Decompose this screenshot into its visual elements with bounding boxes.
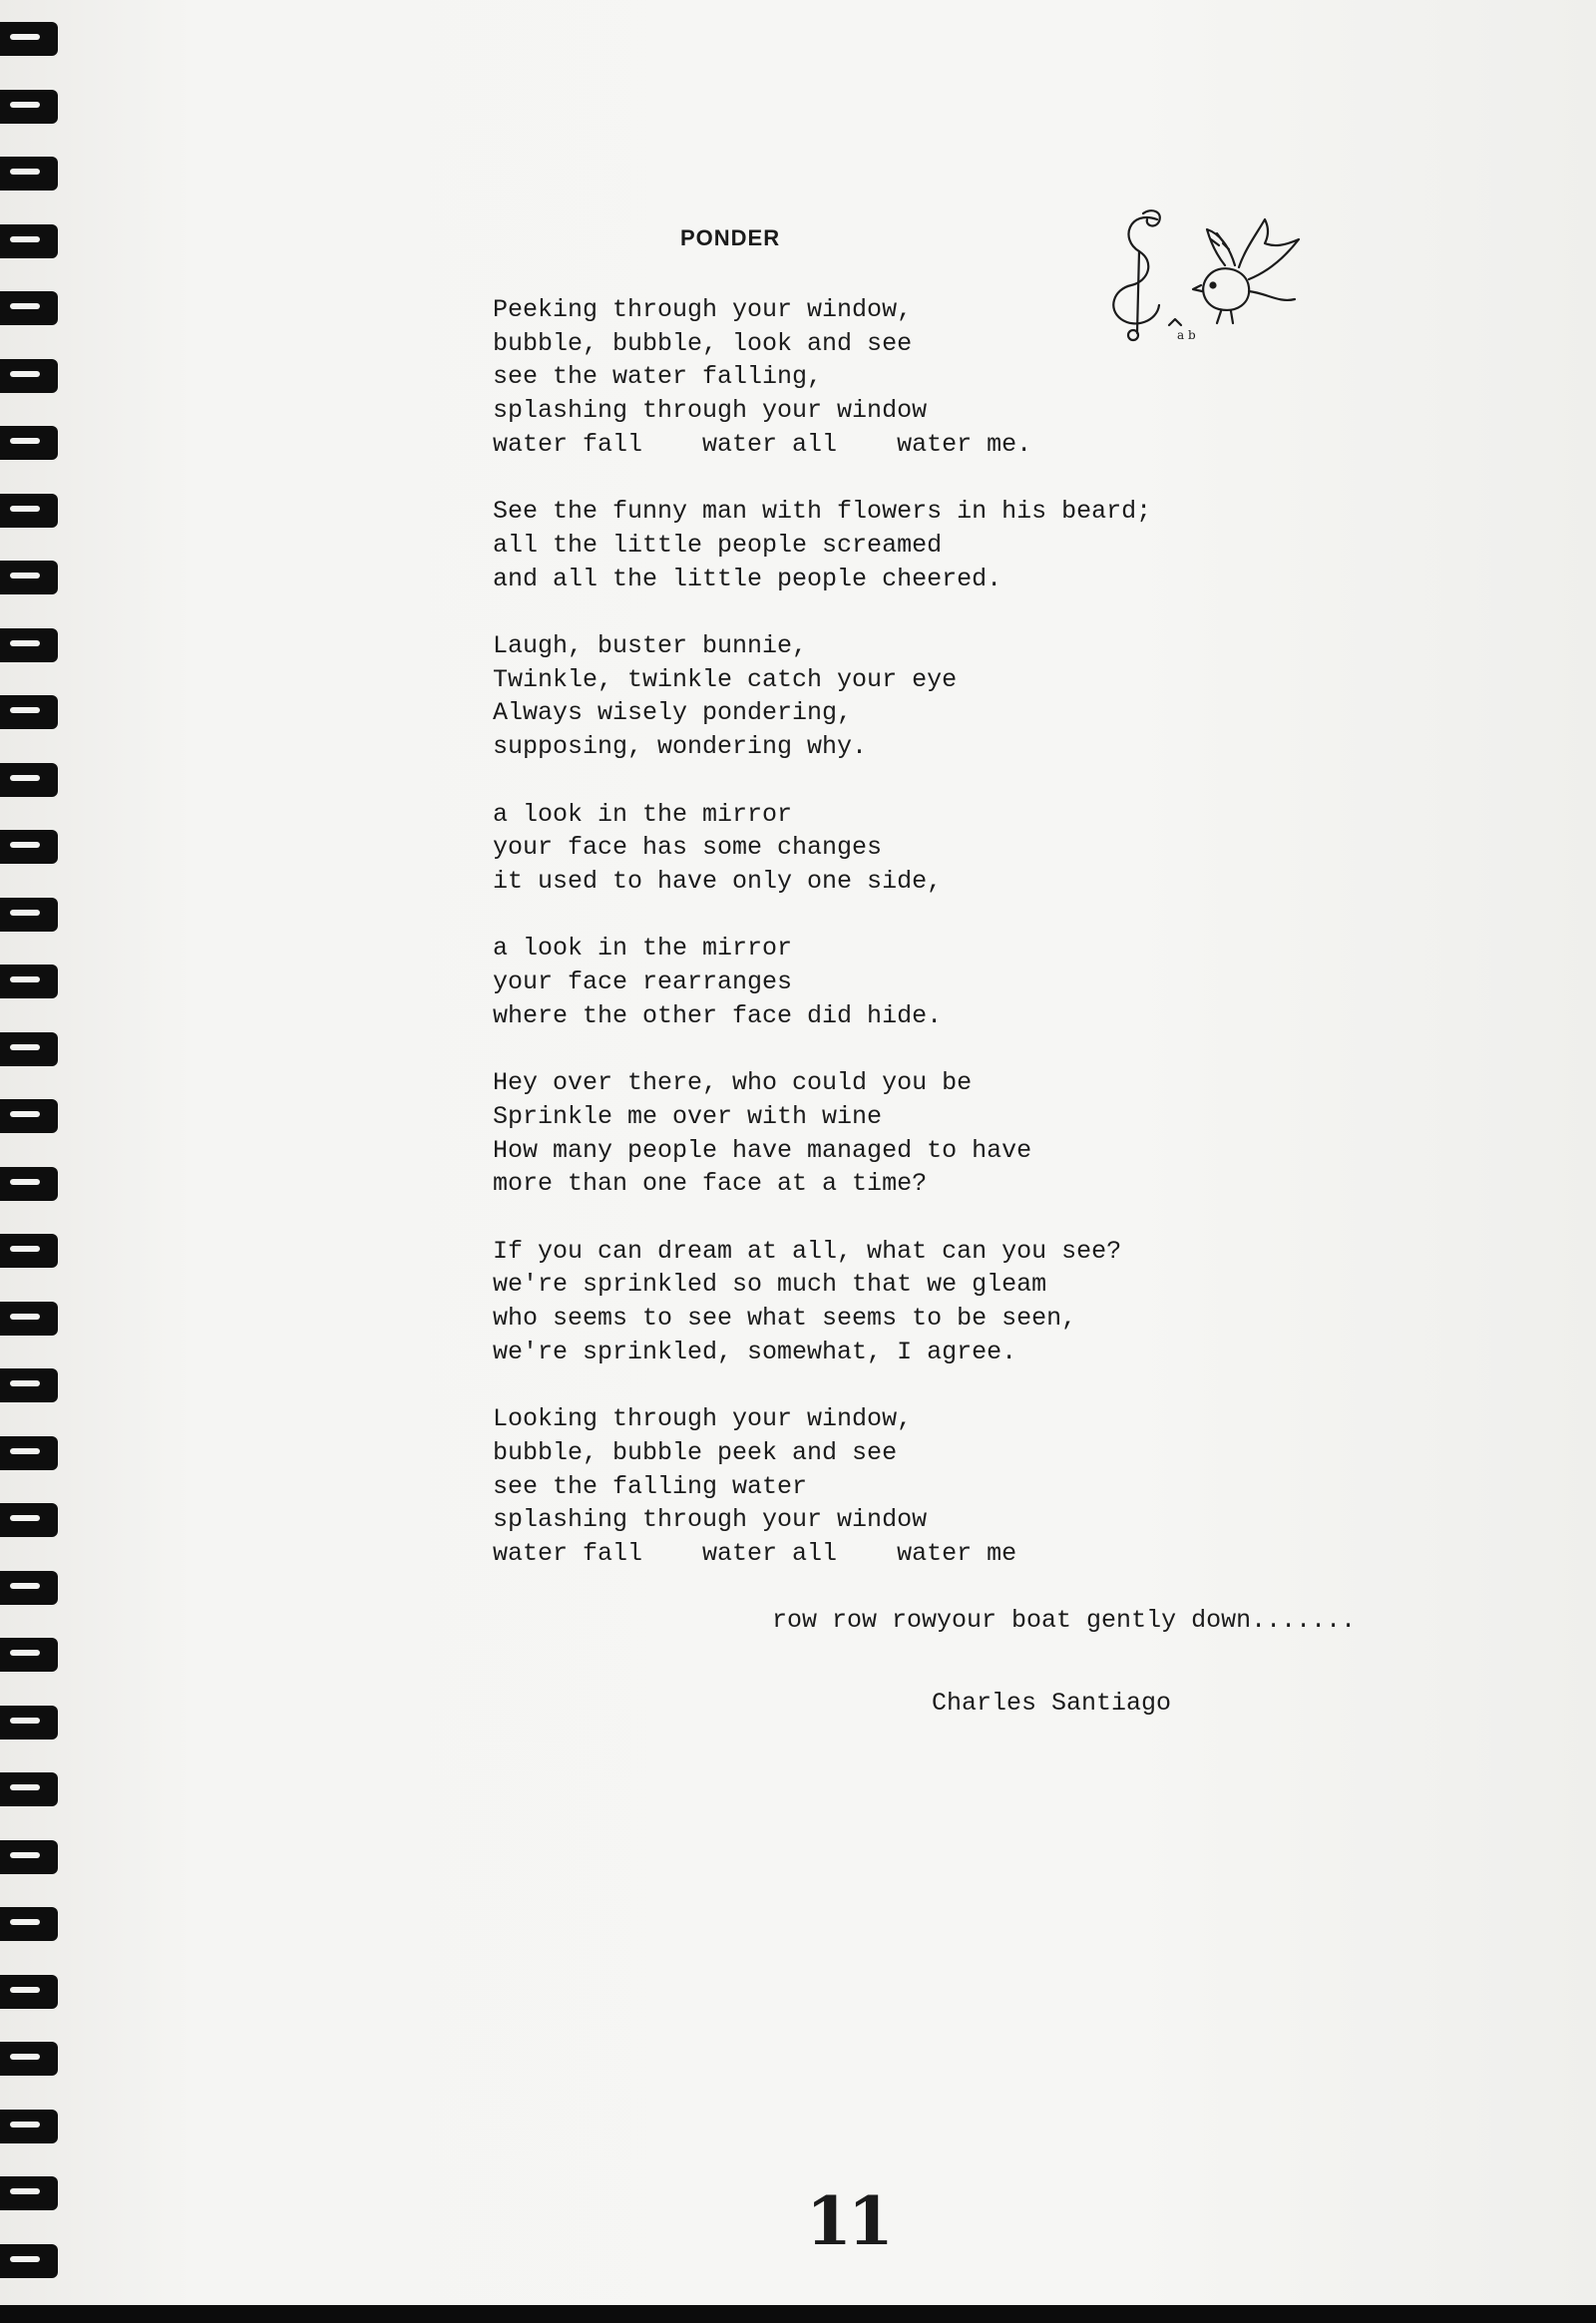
- binding-ring: [0, 224, 58, 258]
- poem-line: bubble, bubble peek and see: [493, 1437, 898, 1467]
- binding-ring: [0, 157, 58, 191]
- poem-line: row row row: [772, 1606, 938, 1636]
- binding-ring: [0, 763, 58, 797]
- binding-ring: [0, 2244, 58, 2278]
- poem-line: Laugh, buster bunnie,: [493, 631, 808, 660]
- poem-stanza: [493, 629, 1391, 764]
- binding-ring: [0, 830, 58, 864]
- binding-ring: [0, 291, 58, 325]
- poem-line: bubble, bubble, look and see: [493, 328, 913, 358]
- poem-line: How many people have managed to have: [493, 1135, 1032, 1165]
- binding-ring: [0, 426, 58, 460]
- binding-ring: [0, 628, 58, 662]
- poem-line: water fall water all water me.: [493, 429, 1032, 459]
- poem-title: PONDER: [680, 225, 781, 250]
- poem-line: where the other face did hide.: [493, 1000, 943, 1030]
- binding-ring: [0, 1706, 58, 1740]
- poem-line: who seems to see what seems to be seen,: [493, 1304, 1077, 1333]
- poem-line: your boat gently down.......: [937, 1606, 1357, 1636]
- poem-line: more than one face at a time?: [493, 1169, 928, 1199]
- poem-body: [493, 293, 1391, 1638]
- poem-line: water fall water all water me: [493, 1538, 1017, 1568]
- binding-ring: [0, 1503, 58, 1537]
- poem-line: supposing, wondering why.: [493, 732, 868, 762]
- binding-ring: [0, 1032, 58, 1066]
- poem-line: Looking through your window,: [493, 1404, 913, 1434]
- poem-line: a look in the mirror: [493, 799, 793, 829]
- poem-line: we're sprinkled, somewhat, I agree.: [493, 1337, 1017, 1366]
- poem-line: Hey over there, who could you be: [493, 1068, 973, 1098]
- binding-ring: [0, 1638, 58, 1672]
- binding-ring: [0, 561, 58, 594]
- poem-line: Always wisely pondering,: [493, 698, 853, 728]
- binding-ring: [0, 1840, 58, 1874]
- binding-ring: [0, 1907, 58, 1941]
- poem-line: we're sprinkled so much that we gleam: [493, 1270, 1047, 1300]
- poem-line: it used to have only one side,: [493, 866, 943, 896]
- binding-ring: [0, 2042, 58, 2076]
- binding-ring: [0, 1772, 58, 1806]
- poem-line: see the falling water: [493, 1471, 808, 1501]
- poem-line: splashing through your window: [493, 1505, 928, 1535]
- poem-stanza: [493, 1235, 1391, 1369]
- poem-line: Twinkle, twinkle catch your eye: [493, 664, 958, 694]
- binding-ring: [0, 2176, 58, 2210]
- svg-text:a b: a b: [1177, 328, 1196, 342]
- binding-ring: [0, 1234, 58, 1268]
- poem-line: If you can dream at all, what can you see?: [493, 1236, 1122, 1266]
- poem-line: See the funny man with flowers in his beard;: [493, 497, 1152, 527]
- binding-ring: [0, 1099, 58, 1133]
- binding-ring: [0, 1368, 58, 1402]
- poem-line: Peeking through your window,: [493, 295, 913, 324]
- poem-line: your face has some changes: [493, 833, 883, 863]
- binding-ring: [0, 90, 58, 124]
- poem-line: Sprinkle me over with wine: [493, 1101, 883, 1131]
- binding-ring: [0, 1167, 58, 1201]
- poem-line: a look in the mirror: [493, 934, 793, 964]
- poem-line: your face rearranges: [493, 968, 793, 996]
- poem-line: and all the little people cheered.: [493, 564, 1002, 593]
- poem-stanza: [493, 495, 1391, 595]
- page-bottom-edge: [0, 2305, 1596, 2323]
- binding-ring: [0, 898, 58, 932]
- binding-ring: [0, 1571, 58, 1605]
- page-number: 11: [806, 2182, 890, 2260]
- binding-ring: [0, 494, 58, 528]
- poem-stanza: [493, 932, 1391, 1032]
- poem-line: all the little people screamed: [493, 530, 943, 560]
- binding-ring: [0, 1436, 58, 1470]
- poem-stanza: [493, 293, 1391, 462]
- poem-stanza: [493, 1066, 1391, 1201]
- binding-ring: [0, 1975, 58, 2009]
- poem-ending: [493, 1604, 1391, 1638]
- poem-stanza: [493, 1402, 1391, 1571]
- binding-ring: [0, 965, 58, 998]
- spiral-binding: [0, 0, 60, 2323]
- poem-stanza: [493, 798, 1391, 899]
- binding-ring: [0, 1302, 58, 1336]
- poem-line: see the water falling,: [493, 362, 823, 392]
- poem-author: Charles Santiago: [932, 1689, 1172, 1718]
- poem-line: splashing through your window: [493, 396, 928, 426]
- binding-ring: [0, 2110, 58, 2143]
- binding-ring: [0, 22, 58, 56]
- binding-ring: [0, 695, 58, 729]
- binding-ring: [0, 359, 58, 393]
